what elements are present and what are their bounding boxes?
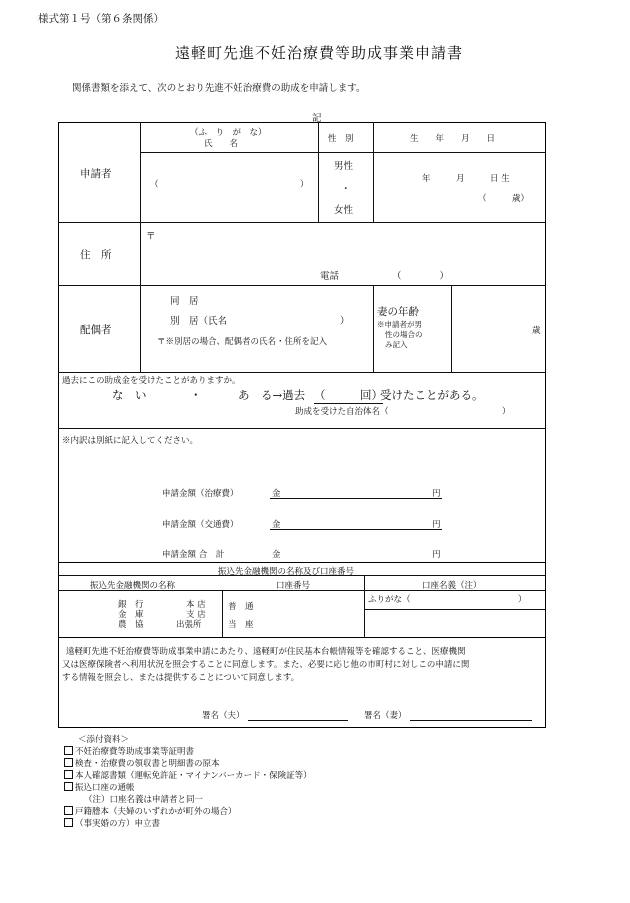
sign-husband-line[interactable] <box>248 720 348 721</box>
amount-note: ※内訳は別紙に記入してください。 <box>62 436 199 446</box>
consent-text-2: 又は医療保険者へ利用状況を照会することに同意します。また、必要に応じ他の市町村に対しこの申請に関 <box>62 660 470 670</box>
attachment-item[interactable] <box>64 757 220 769</box>
birth-label: 生 年 月 日 <box>410 134 496 144</box>
checkbox-icon[interactable] <box>64 782 73 791</box>
amount-label-total: 申請金額 合 計 <box>162 550 225 560</box>
checkbox-icon[interactable] <box>64 746 73 755</box>
history-sep: ・ <box>190 388 202 402</box>
amount-yen: 円 <box>432 550 441 560</box>
age-value[interactable]: （ 歳） <box>478 194 530 204</box>
consent-text-3: する情報を照会し、または提供することについて同意します。 <box>62 673 300 683</box>
attachment-label: 本人確認書類（運転免許証・マイナンバーカード・保険証等） <box>75 771 312 781</box>
form-title: 遠軽町先進不妊治療費等助成事業申請書 <box>175 44 464 62</box>
form-number: 様式第１号（第６条関係） <box>38 13 164 25</box>
cohabit-option[interactable]: 同 居 <box>170 296 199 307</box>
holder-furigana-close: ） <box>518 595 527 605</box>
spouse-label: 配偶者 <box>80 324 112 336</box>
amount-yen: 円 <box>432 489 441 499</box>
sign-wife-line[interactable] <box>410 720 532 721</box>
branch-sub[interactable]: 支 店 <box>186 610 206 620</box>
furigana-label: （ふ り が な） <box>190 128 267 138</box>
attachment-item[interactable] <box>64 817 160 829</box>
gender-male[interactable]: 男性 <box>334 161 354 172</box>
attachment-label: 戸籍謄本（夫婦のいずれかが町外の場合） <box>75 807 237 817</box>
amount-field-transport[interactable] <box>270 529 442 530</box>
history-no[interactable]: な い <box>112 388 147 402</box>
phone-parens[interactable]: （ ） <box>392 271 450 282</box>
address-label: 住 所 <box>80 249 112 261</box>
bank-header: 振込先金融機関の名称及び口座番号 <box>218 567 355 577</box>
name-paren-open: （ <box>150 180 159 190</box>
history-count[interactable]: （ 回） <box>314 388 383 402</box>
history-yes-suffix: 受けたことがある。 <box>380 388 484 402</box>
account-number-label: 口座番号 <box>276 581 311 591</box>
name-paren-close: ） <box>300 180 309 190</box>
birth-value[interactable]: 年 月 日 生 <box>422 174 510 184</box>
checkbox-icon[interactable] <box>64 806 73 815</box>
applicant-label: 申請者 <box>80 168 112 180</box>
attachment-label: 振込口座の通帳 <box>75 783 135 793</box>
bank-type-shinkin[interactable]: 金 庫 <box>118 610 144 620</box>
attachment-label: 検査・治療費の領収書と明細書の原本 <box>75 759 220 769</box>
bank-name-label: 振込先金融機関の名称 <box>90 581 176 591</box>
attachment-item[interactable] <box>64 805 237 817</box>
attachment-item[interactable] <box>64 745 194 757</box>
holder-furigana[interactable]: ふりがな（ <box>368 595 411 605</box>
attachment-label: 不妊治療費等助成事業等証明書 <box>75 747 195 757</box>
checkbox-icon[interactable] <box>64 818 73 827</box>
sign-wife-label: 署名（妻） <box>364 711 407 721</box>
municipality-label: 助成を受けた自治体名（ <box>295 407 389 417</box>
amount-kin: 金 <box>272 550 281 560</box>
branch-office[interactable]: 出張所 <box>176 620 202 630</box>
gender-dot: ・ <box>341 184 351 195</box>
amount-field-treatment[interactable] <box>270 498 442 499</box>
ki-label: 記 <box>312 113 322 124</box>
bank-type-nokyo[interactable]: 農 協 <box>118 620 144 630</box>
amount-yen: 円 <box>432 520 441 530</box>
gender-female[interactable]: 女性 <box>334 205 354 216</box>
wife-age-label: 妻の年齢 <box>377 306 419 318</box>
attachment-item[interactable] <box>64 769 312 781</box>
checkbox-icon[interactable] <box>64 770 73 779</box>
phone-label: 電話 <box>320 271 340 282</box>
attachment-note: （注）口座名義は申請者と同一 <box>84 795 204 805</box>
gender-label: 性 別 <box>328 134 354 144</box>
attachment-label: （事実婚の方）申立書 <box>75 819 161 829</box>
municipality-close: ） <box>502 407 511 417</box>
wife-age-note-3: み記入 <box>385 340 408 349</box>
amount-kin: 金 <box>272 489 281 499</box>
history-yes[interactable]: あ る→過去 <box>238 388 306 402</box>
separate-option[interactable]: 別 居（氏名 <box>170 316 228 327</box>
attachment-item[interactable] <box>64 781 135 793</box>
amount-label-transport: 申請金額（交通費） <box>162 520 239 530</box>
sign-husband-label: 署名（夫） <box>202 711 245 721</box>
amount-kin: 金 <box>272 520 281 530</box>
name-label: 氏 名 <box>204 139 239 149</box>
separate-close: ） <box>340 316 350 327</box>
wife-age-note-1: ※申請者が男 <box>377 320 422 329</box>
amount-label-treatment: 申請金額（治療費） <box>162 489 239 499</box>
account-holder-label: 口座名義（注） <box>422 581 482 591</box>
branch-main[interactable]: 本 店 <box>186 600 206 610</box>
postal-mark: 〒 <box>146 231 156 242</box>
checkbox-icon[interactable] <box>64 758 73 767</box>
bank-type-bank[interactable]: 銀 行 <box>118 600 144 610</box>
account-type-current[interactable]: 当 座 <box>228 620 254 630</box>
wife-age-note-2: 性の場合の <box>385 330 423 339</box>
account-type-ordinary[interactable]: 普 通 <box>228 602 254 612</box>
intro-text: 関係書類を添えて、次のとおり先進不妊治療費の助成を申請します。 <box>72 83 366 94</box>
wife-age-unit: 歳 <box>532 326 541 336</box>
attachments-title: ＜添付資料＞ <box>78 735 130 745</box>
history-question: 過去にこの助成金を受けたことがありますか。 <box>62 376 241 386</box>
consent-text-1: 遠軽町先進不妊治療費等助成事業申請にあたり、遠軽町が住民基本台帳情報等を確認すること、医療機関 <box>66 647 466 657</box>
spouse-note: 〒※別居の場合、配偶者の氏名・住所を記入 <box>157 337 328 347</box>
